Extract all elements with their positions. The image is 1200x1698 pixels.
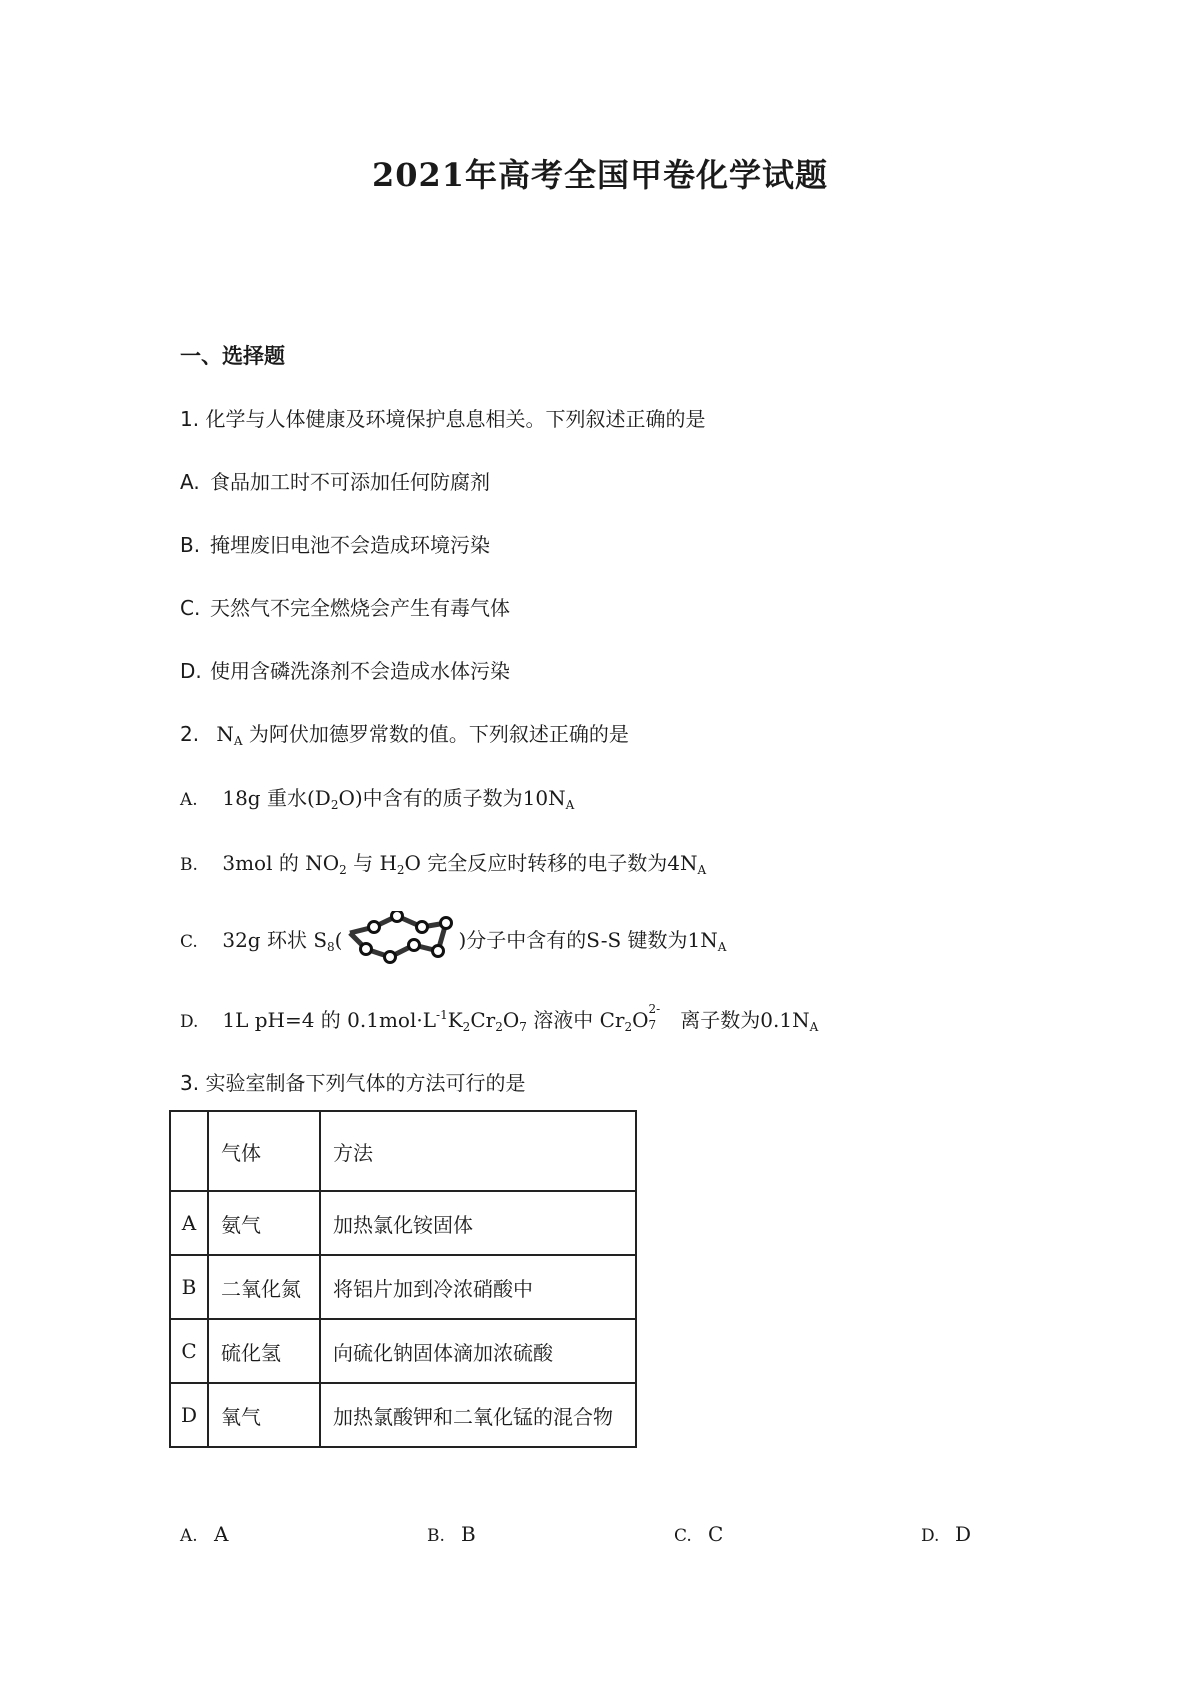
subscript: 8 xyxy=(327,940,335,954)
superscript: -1 xyxy=(436,1008,448,1022)
table-cell: C xyxy=(170,1319,208,1383)
q2-option-b[interactable] xyxy=(180,847,706,877)
table-cell: 向硫化钠固体滴加浓硫酸 xyxy=(320,1319,636,1383)
s8-ring-icon xyxy=(342,911,458,967)
q1-option-a[interactable] xyxy=(180,466,490,495)
q3-answer-d[interactable] xyxy=(921,1522,971,1546)
option-label: C. xyxy=(180,596,201,620)
answer-text: D xyxy=(955,1522,972,1546)
subscript: 2 xyxy=(396,863,405,877)
option-label: D. xyxy=(180,1012,199,1032)
q1-option-b[interactable] xyxy=(180,529,490,558)
option-label: A. xyxy=(180,470,200,494)
formula-o: O xyxy=(338,786,355,810)
table-row xyxy=(170,1383,636,1447)
option-text: 离子数为0.1N xyxy=(673,1008,810,1032)
option-text: 32g 环状 S xyxy=(222,928,328,952)
table-header-cell: 气体 xyxy=(208,1111,320,1191)
option-text: O xyxy=(502,1008,520,1032)
subscript: 2 xyxy=(462,1020,471,1034)
subscript: 7 xyxy=(519,1020,527,1034)
q1-option-d[interactable] xyxy=(180,655,510,684)
table-cell: 加热氯化铵固体 xyxy=(320,1191,636,1255)
option-text: O 完全反应时转移的电子数为4N xyxy=(404,851,698,875)
q2-stem-text: 为阿伏加德罗常数的值。下列叙述正确的是 xyxy=(248,722,629,746)
q3-stem: 3. 实验室制备下列气体的方法可行的是 xyxy=(180,1071,526,1095)
section-heading: 一、选择题 xyxy=(180,344,285,368)
subscript: 7 xyxy=(648,1018,657,1032)
answer-text: A xyxy=(214,1522,229,1546)
option-label: B. xyxy=(180,533,201,557)
option-text: 3mol 的 NO xyxy=(222,851,340,875)
table-cell: 将铝片加到冷浓硝酸中 xyxy=(320,1255,636,1319)
formula-d: D xyxy=(314,786,331,810)
option-text: 食品加工时不可添加任何防腐剂 xyxy=(210,470,490,494)
option-text: 18g 重水( xyxy=(222,786,315,810)
subscript: 2 xyxy=(330,798,339,812)
q2-number: 2. xyxy=(180,722,200,746)
na-symbol: N xyxy=(216,722,234,746)
sup-sub-stack xyxy=(648,1002,674,1032)
answer-label: C. xyxy=(674,1526,692,1546)
option-text: 天然气不完全燃烧会产生有毒气体 xyxy=(210,596,510,620)
option-text: 溶液中 Cr xyxy=(526,1008,625,1032)
q2-option-a[interactable] xyxy=(180,782,574,812)
q1-option-c[interactable] xyxy=(180,592,510,621)
answer-text: B xyxy=(461,1522,476,1546)
answer-label: D. xyxy=(921,1526,940,1546)
q1-stem: 1. 化学与人体健康及环境保护息息相关。下列叙述正确的是 xyxy=(180,407,706,431)
q3-answer-b[interactable] xyxy=(427,1522,476,1546)
q2-stem xyxy=(180,718,629,748)
table-header-cell xyxy=(170,1111,208,1191)
option-label: A. xyxy=(180,790,198,810)
option-text: Cr xyxy=(470,1008,496,1032)
q2-option-c[interactable] xyxy=(180,924,726,955)
page-title: 2021年高考全国甲卷化学试题 xyxy=(371,156,829,194)
option-label: B. xyxy=(180,855,198,875)
table-row xyxy=(170,1191,636,1255)
option-text: 掩埋废旧电池不会造成环境污染 xyxy=(210,533,490,557)
option-text: K xyxy=(447,1008,463,1032)
table-cell: 氧气 xyxy=(208,1383,320,1447)
table-cell: 氨气 xyxy=(208,1191,320,1255)
subscript: 2 xyxy=(495,1020,503,1034)
subscript: 2 xyxy=(339,863,347,877)
option-text: 与 H xyxy=(346,851,397,875)
na-subscript: A xyxy=(233,734,243,748)
subscript: A xyxy=(565,798,575,812)
subscript: A xyxy=(809,1020,819,1034)
table-cell: A xyxy=(170,1191,208,1255)
superscript: 2- xyxy=(648,1002,661,1016)
q2-option-d[interactable] xyxy=(180,1004,818,1034)
option-label: C. xyxy=(180,932,198,952)
table-header-row xyxy=(170,1111,636,1191)
table-cell: 加热氯酸钾和二氧化锰的混合物 xyxy=(320,1383,636,1447)
answer-text: C xyxy=(708,1522,724,1546)
answer-label: A. xyxy=(180,1526,198,1546)
gas-method-table xyxy=(169,1110,637,1448)
subscript: A xyxy=(697,863,707,877)
option-text: )分子中含有的S-S 键数为1N xyxy=(458,928,718,952)
option-text: 使用含磷洗涤剂不会造成水体污染 xyxy=(210,659,510,683)
option-text: ( xyxy=(334,928,343,952)
table-cell: 二氧化氮 xyxy=(208,1255,320,1319)
option-text: O xyxy=(632,1008,649,1032)
subscript: 2 xyxy=(624,1020,633,1034)
table-row xyxy=(170,1319,636,1383)
table-header-cell: 方法 xyxy=(320,1111,636,1191)
table-cell: B xyxy=(170,1255,208,1319)
q3-answer-a[interactable] xyxy=(180,1522,228,1546)
answer-label: B. xyxy=(427,1526,445,1546)
q3-answer-c[interactable] xyxy=(674,1522,723,1546)
table-cell: D xyxy=(170,1383,208,1447)
option-text: )中含有的质子数为10N xyxy=(354,786,566,810)
table-cell: 硫化氢 xyxy=(208,1319,320,1383)
subscript: A xyxy=(717,940,727,954)
table-row xyxy=(170,1255,636,1319)
option-label: D. xyxy=(180,659,202,683)
option-text: 1L pH=4 的 0.1mol·L xyxy=(222,1008,437,1032)
